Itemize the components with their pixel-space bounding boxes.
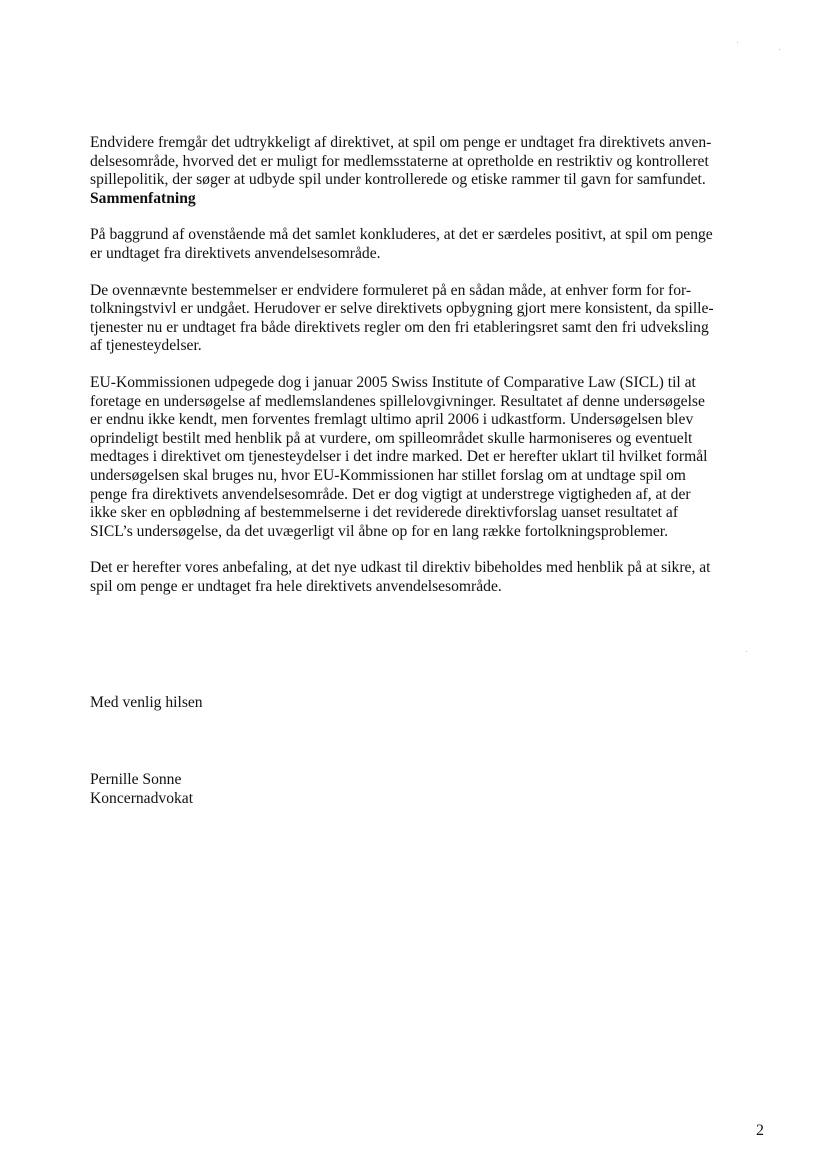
- text-line: medtages i direktivet om tjenesteydelser i det indre marked. Det er herefter uklart til hvilket formål: [90, 448, 708, 466]
- scan-speck: [779, 49, 780, 50]
- text-line: foretage en undersøgelse af medlemslandenes spillelovgivninger. Resultatet af denne undersøgelse: [90, 392, 705, 410]
- page-number: 2: [756, 1122, 764, 1139]
- scan-speck: [737, 42, 738, 43]
- text-line: På baggrund af ovenstående må det samlet konkluderes, at det er særdeles positivt, at spil om penge: [90, 226, 713, 244]
- text-line: EU-Kommissionen udpegede dog i januar 2005 Swiss Institute of Comparative Law (SICL) til at: [90, 373, 696, 391]
- text-line: undersøgelsen skal bruges nu, hvor EU-Kommissionen har stillet forslag om at undtage spil om: [90, 466, 686, 484]
- text-line: SICL’s undersøgelse, da det uvægerligt vil åbne op for en lang række fortolkningsproblemer.: [90, 522, 669, 540]
- text-line: Det er herefter vores anbefaling, at det nye udkast til direktiv bibeholdes med henblik på at sikre, at: [90, 559, 711, 577]
- closing-salutation: Med venlig hilsen: [90, 694, 203, 711]
- summary-paragraph-4: [90, 559, 766, 596]
- text-line: er endnu ikke kendt, men forventes fremlagt ultimo april 2006 i udkastform. Undersøgelsen blev: [90, 411, 694, 429]
- text-line: penge fra direktivets anvendelsesområde. Det er dog vigtigt at understrege vigtigheden af, at der: [90, 485, 691, 503]
- signatory-title: Koncernadvokat: [90, 789, 194, 807]
- letter-body: [90, 134, 766, 596]
- text-line: Endvidere fremgår det udtrykkeligt af direktivet, at spil om penge er undtaget fra direktivets anven-: [90, 134, 712, 151]
- text-line: De ovennævnte bestemmelser er endvidere formuleret på en sådan måde, at enhver form for for-: [90, 281, 692, 299]
- summary-paragraph-2: [90, 282, 766, 356]
- scan-speck: [746, 651, 747, 652]
- text-line: delsesområde, hvorved det er muligt for medlemsstaterne at opretholde en restriktiv og kontrolleret: [90, 152, 709, 170]
- text-line: spillepolitik, der søger at udbyde spil under kontrollerede og etiske rammer til gavn for samfundet.: [90, 171, 706, 189]
- summary-paragraph-3: [90, 374, 766, 541]
- signatory-name: Pernille Sonne: [90, 771, 182, 788]
- text-line: er undtaget fra direktivets anvendelsesområde.: [90, 244, 381, 262]
- text-line: oprindeligt bestilt med henblik på at vurdere, om spilleområdet skulle harmoniseres og eventuelt: [90, 429, 693, 447]
- text-line: ikke sker en opblødning af bestemmelserne i det reviderede direktivforslag uanset resultatet af: [90, 504, 679, 522]
- intro-paragraph: [90, 134, 766, 190]
- text-line: tjenester nu er undtaget fra både direktivets regler om den fri etableringsret samt den fri udveksling: [90, 318, 709, 336]
- text-line: tolkningstvivl er undgået. Herudover er selve direktivets opbygning gjort mere konsistent, da spille-: [90, 300, 714, 318]
- text-line: spil om penge er undtaget fra hele direktivets anvendelsesområde.: [90, 577, 502, 595]
- signature-block: [90, 771, 193, 808]
- section-heading: Sammenfatning: [90, 189, 196, 207]
- text-line: af tjenesteydelser.: [90, 337, 202, 355]
- summary-paragraph-1: [90, 226, 766, 263]
